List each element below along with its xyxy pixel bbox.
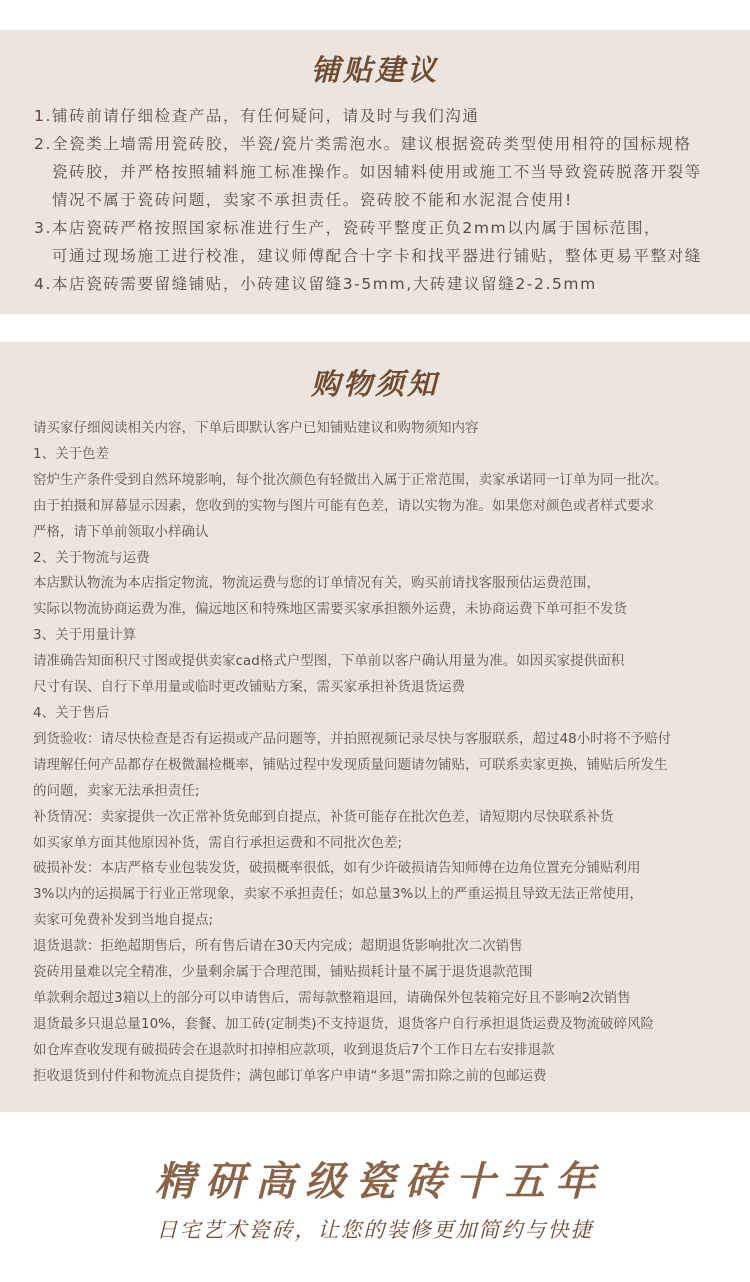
advice-line: 情况不属于瓷砖问题，卖家不承担责任。瓷砖胶不能和水泥混合使用! bbox=[52, 191, 573, 209]
notes-line: 到货验收：请尽快检查是否有运损或产品问题等，并拍照视频记录尽快与客服联系，超过48小时将不予赔付 bbox=[33, 730, 672, 747]
tiling-advice-section bbox=[0, 30, 750, 314]
notes-line: 如买家单方面其他原因补货，需自行承担运费和不同批次色差; bbox=[33, 834, 403, 851]
advice-line: 3.本店瓷砖严格按照国家标准进行生产，瓷砖平整度正负2mm以内属于国标范围， bbox=[34, 219, 662, 237]
notes-line: 实际以物流协商运费为准，偏远地区和特殊地区需要买家承担额外运费，未协商运费下单可拒不发货 bbox=[33, 601, 627, 618]
purchase-notes-section bbox=[0, 342, 750, 1112]
notes-line: 瓷砖用量难以完全精准，少量剩余属于合理范围，铺贴损耗计量不属于退货退款范围 bbox=[33, 964, 533, 981]
notes-line: 的问题，卖家无法承担责任; bbox=[33, 782, 200, 799]
notes-subheading: 3、关于用量计算 bbox=[33, 627, 137, 644]
notes-line: 本店默认物流为本店指定物流，物流运费与您的订单情况有关，购买前请找客服预估运费范围， bbox=[33, 575, 600, 592]
purchase-notes-list bbox=[33, 416, 738, 1090]
tiling-advice-heading: 铺贴建议 bbox=[310, 53, 439, 87]
notes-line: 窑炉生产条件受到自然环境影响，每个批次颜色有轻微出入属于正常范围，卖家承诺同一订单为同一批次。 bbox=[33, 471, 668, 488]
purchase-notes-heading: 购物须知 bbox=[310, 367, 439, 401]
notes-line: 尺寸有误、自行下单用量或临时更改铺贴方案，需买家承担补货退货运费 bbox=[33, 679, 465, 696]
notes-line: 拒收退货到付件和物流点自提货件；满包邮订单客户申请“多退”需扣除之前的包邮运费 bbox=[33, 1067, 547, 1084]
notes-line: 请买家仔细阅读相关内容，下单后即默认客户已知铺贴建议和购物须知内容 bbox=[33, 420, 479, 436]
notes-line: 卖家可免费补发到当地自提点; bbox=[33, 912, 214, 929]
notes-line: 严格，请下单前领取小样确认 bbox=[33, 523, 209, 540]
advice-line: 4.本店瓷砖需要留缝铺贴，小砖建议留缝3-5mm,大砖建议留缝2-2.5mm bbox=[34, 275, 597, 293]
notes-line: 请理解任何产品都存在极微漏检概率，铺贴过程中发现质量问题请勿铺贴，可联系卖家更换，铺贴后所发生 bbox=[33, 756, 668, 773]
notes-line: 3%以内的运损属于行业正常现象，卖家不承担责任；如总量3%以上的严重运损且导致无法正常使用， bbox=[33, 886, 643, 903]
notes-line: 补货情况：卖家提供一次正常补货免邮到自提点，补货可能存在批次色差，请短期内尽快联系补货 bbox=[33, 808, 614, 825]
notes-subheading: 2、关于物流与运费 bbox=[33, 549, 150, 566]
notes-line: 由于拍摄和屏幕显示因素，您收到的实物与图片可能有色差，请以实物为准。如果您对颜色或者样式要求 bbox=[33, 497, 654, 514]
advice-line: 2.全瓷类上墙需用瓷砖胶，半瓷/瓷片类需泡水。建议根据瓷砖类型使用相符的国标规格 bbox=[34, 135, 692, 153]
notes-line: 如仓库查收发现有破损砖会在退款时扣掉相应款项，收到退货后7个工作日左右安排退款 bbox=[33, 1041, 555, 1058]
slogan-title: 精研高级瓷砖十五年 bbox=[155, 1158, 605, 1205]
advice-line: 瓷砖胶，并严格按照辅料施工标准操作。如因辅料使用或施工不当导致瓷砖脱落开裂等 bbox=[52, 163, 702, 181]
advice-line: 可通过现场施工进行校准，建议师傅配合十字卡和找平器进行铺贴，整体更易平整对缝 bbox=[52, 247, 702, 265]
notes-line: 请准确告知面积尺寸图或提供卖家cad格式户型图，下单前以客户确认用量为准。如因买家提供面积 bbox=[33, 653, 625, 670]
advice-line: 1.铺砖前请仔细检查产品，有任何疑问，请及时与我们沟通 bbox=[34, 107, 480, 125]
slogan-subtitle: 日宅艺术瓷砖，让您的装修更加简约与快捷 bbox=[156, 1218, 594, 1242]
notes-subheading: 1、关于色差 bbox=[33, 445, 110, 462]
tiling-advice-list bbox=[34, 102, 734, 298]
notes-line: 破损补发：本店严格专业包装发货，破损概率很低，如有少许破损请告知师傅在边角位置充分铺贴利用 bbox=[33, 860, 641, 877]
notes-line: 退货最多只退总量10%，套餐、加工砖(定制类)不支持退货，退货客户自行承担退货运费及物流破碎风险 bbox=[33, 1015, 655, 1032]
notes-line: 单款剩余超过3箱以上的部分可以申请售后，需每款整箱退回，请确保外包装箱完好且不影响2次销售 bbox=[33, 989, 631, 1006]
notes-subheading: 4、关于售后 bbox=[33, 704, 110, 721]
notes-line: 退货退款：拒绝超期售后，所有售后请在30天内完成；超期退货影响批次二次销售 bbox=[33, 938, 523, 955]
